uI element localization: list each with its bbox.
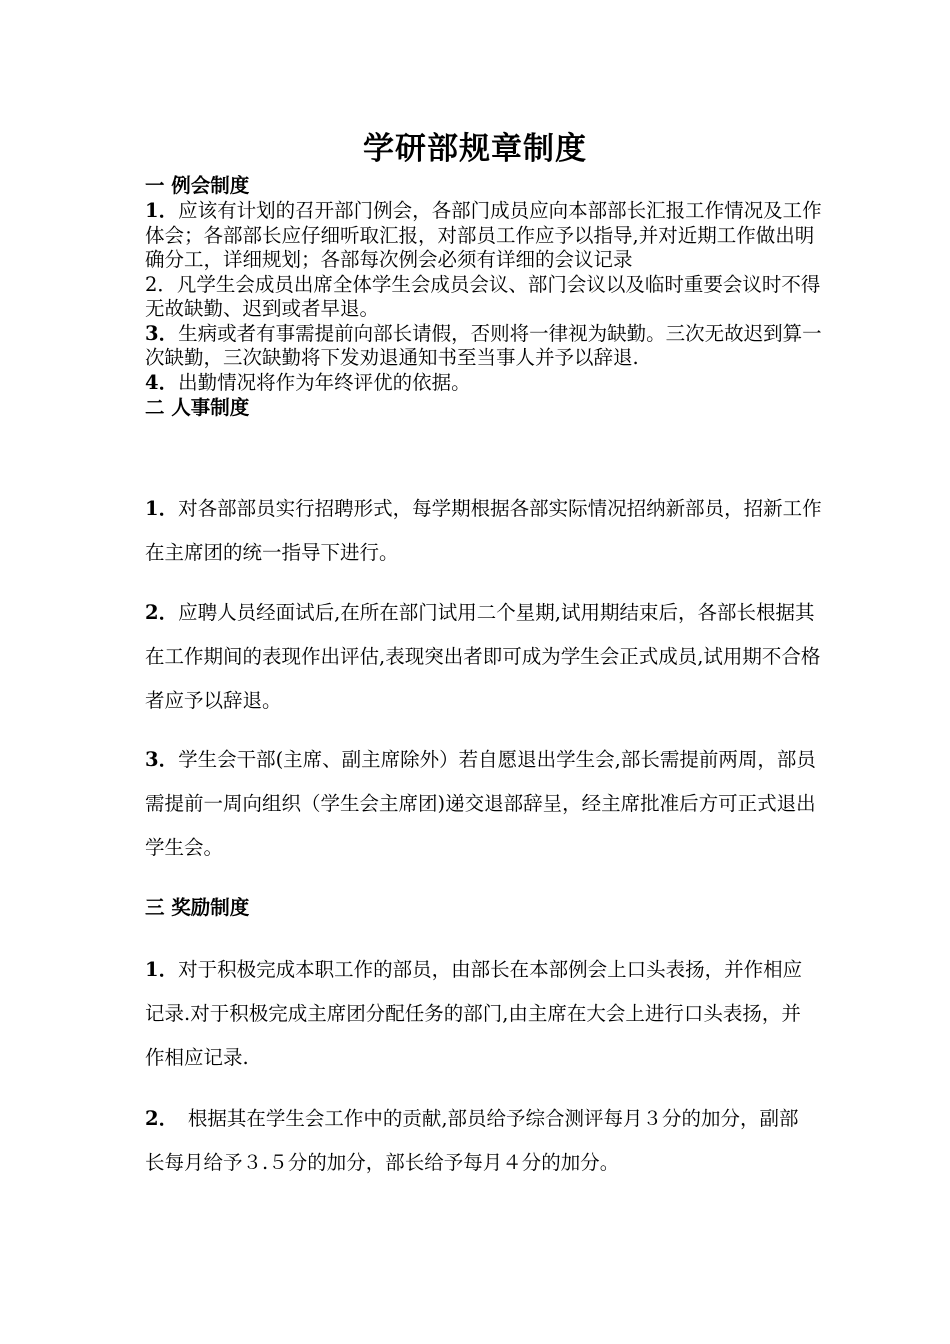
document-title: 学研部规章制度 xyxy=(363,131,587,167)
list-item xyxy=(145,738,825,870)
section-heading: 二 人事制度 xyxy=(145,396,250,419)
item-number: 3． xyxy=(145,748,179,771)
list-item xyxy=(145,487,825,575)
item-number: 3． xyxy=(145,321,179,345)
section-heading: 三 奖励制度 xyxy=(145,896,250,919)
item-number: 1． xyxy=(145,958,179,981)
item-text: 凡学生会成员出席全体学生会成员会议、部门会议以及临时重要会议时不得无故缺勤、迟到或者早退。 xyxy=(145,272,821,320)
item-number: 2． xyxy=(145,1107,169,1130)
item-number: 2． xyxy=(145,272,177,296)
section-meeting-rules xyxy=(145,173,825,421)
item-number: 4． xyxy=(145,370,179,394)
list-item xyxy=(145,273,825,322)
item-text: 根据其在学生会工作中的贡献,部员给予综合测评每月３分的加分，副部长每月给予３.５分的加分，部长给予每月４分的加分。 xyxy=(145,1107,799,1174)
list-item xyxy=(145,591,825,723)
item-text: 应聘人员经面试后,在所在部门试用二个星期,试用期结束后，各部长根据其在工作期间的表现作出评估,表现突出者即可成为学生会正式成员,试用期不合格者应予以辞退。 xyxy=(145,601,821,712)
list-item xyxy=(145,1097,810,1185)
section-personnel-item-1 xyxy=(145,487,825,575)
section-personnel-item-2 xyxy=(145,591,825,723)
item-number: 2． xyxy=(145,601,179,624)
item-text: 学生会干部(主席、副主席除外）若自愿退出学生会,部长需提前两周，部员需提前一周向组织（学生会主席团)递交退部辞呈，经主席批准后方可正式退出学生会。 xyxy=(145,748,816,859)
list-item xyxy=(145,322,825,371)
item-text: 对各部部员实行招聘形式，每学期根据各部实际情况招纳新部员，招新工作在主席团的统一指导下进行。 xyxy=(145,497,822,564)
list-item xyxy=(145,948,805,1080)
item-number: 1． xyxy=(145,199,179,222)
item-text: 生病或者有事需提前向部长请假，否则将一律视为缺勤。三次无故迟到算一次缺勤，三次缺勤将下发劝退通知书至当事人并予以辞退. xyxy=(145,321,822,369)
section-rewards-item-1 xyxy=(145,948,805,1080)
item-text: 出勤情况将作为年终评优的依据。 xyxy=(178,370,471,394)
section-personnel-item-3 xyxy=(145,738,825,870)
list-item xyxy=(145,371,825,396)
section-rewards-item-2 xyxy=(145,1097,810,1185)
item-text: 应该有计划的召开部门例会，各部门成员应向本部部长汇报工作情况及工作体会；各部部长应仔细听取汇报，对部员工作应予以指导,并对近期工作做出明确分工，详细规划；各部每次例会必须有详细的会议记录 xyxy=(145,199,822,271)
section-rewards-heading xyxy=(145,886,825,930)
item-text: 对于积极完成本职工作的部员，由部长在本部例会上口头表扬，并作相应记录.对于积极完成主席团分配任务的部门,由主席在大会上进行口头表扬，并作相应记录. xyxy=(145,958,803,1069)
list-item xyxy=(145,199,825,273)
section-heading: 一 例会制度 xyxy=(145,174,250,197)
item-number: 1． xyxy=(145,497,179,520)
